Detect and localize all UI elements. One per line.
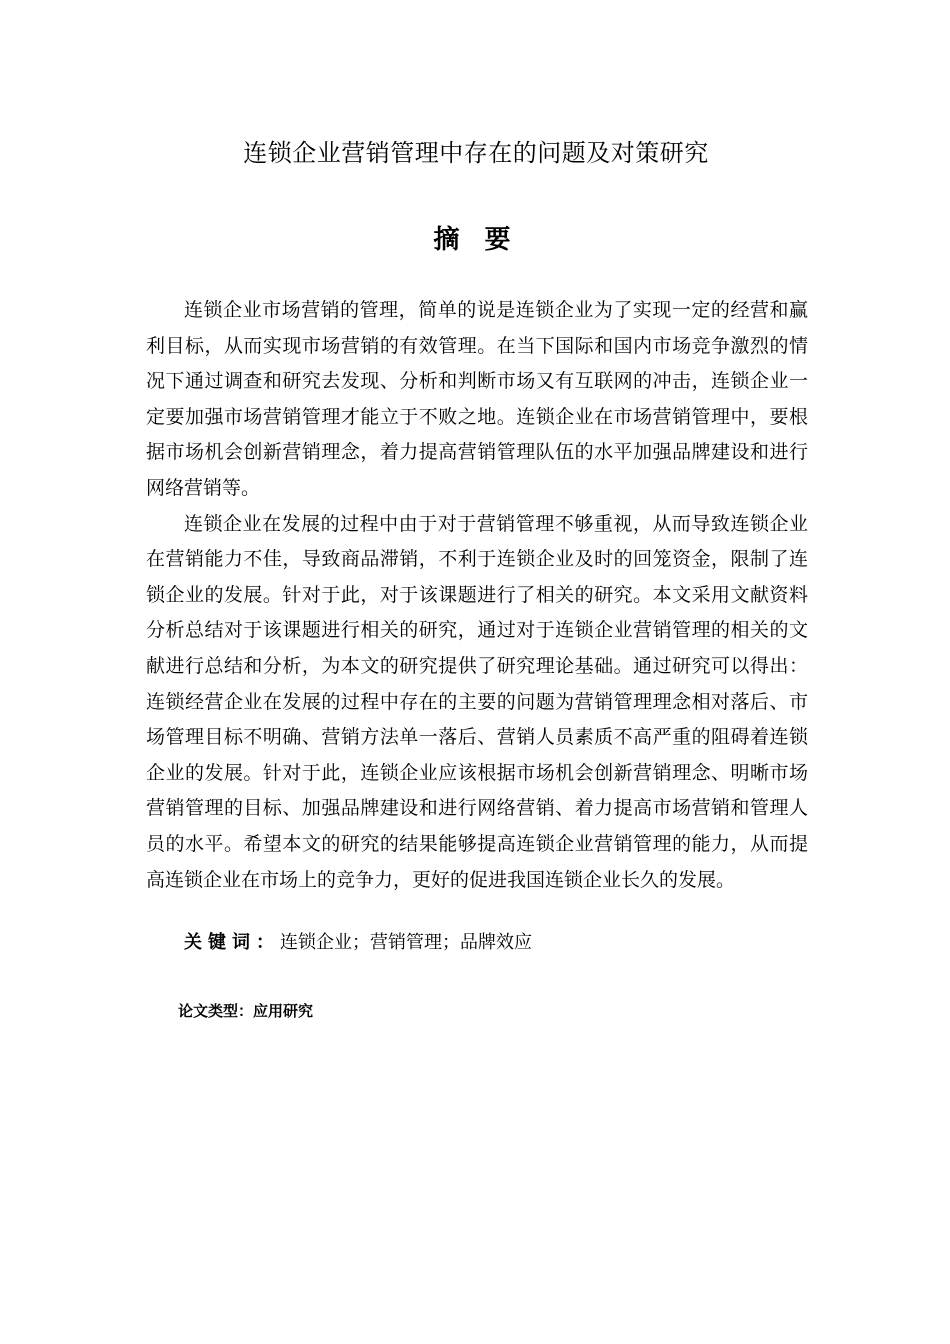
- paper-type: 论文类型：应用研究: [178, 1002, 314, 1020]
- keywords-label: 关键词：: [184, 932, 280, 953]
- abstract-body: [146, 293, 808, 898]
- abstract-paragraph-1: 连锁企业市场营销的管理，简单的说是连锁企业为了实现一定的经营和赢利目标，从而实现市场营销的有效管理。在当下国际和国内市场竞争激烈的情况下通过调查和研究去发现、分析和判断市场又有互联网的冲击，连锁企业一定要加强市场营销管理才能立于不败之地。连锁企业在市场营销管理中，要根据市场机会创新营销理念，着力提高营销管理队伍的水平加强品牌建设和进行网络营销等。: [146, 299, 808, 499]
- keywords-value: 连锁企业；营销管理；品牌效应: [280, 932, 532, 953]
- document-title: 连锁企业营销管理中存在的问题及对策研究: [243, 139, 709, 167]
- abstract-heading: 摘 要: [433, 225, 519, 255]
- keywords-line: [184, 928, 532, 958]
- abstract-paragraph-2: 连锁企业在发展的过程中由于对于营销管理不够重视，从而导致连锁企业在营销能力不佳，导致商品滞销，不利于连锁企业及时的回笼资金，限制了连锁企业的发展。针对于此，对于该课题进行了相关的研究。本文采用文献资料分析总结对于该课题进行相关的研究，通过对于连锁企业营销管理的相关的文献进行总结和分析，为本文的研究提供了研究理论基础。通过研究可以得出：连锁经营企业在发展的过程中存在的主要的问题为营销管理理念相对落后、市场管理目标不明确、营销方法单一落后、营销人员素质不高严重的阻碍着连锁企业的发展。针对于此，连锁企业应该根据市场机会创新营销理念、明晰市场营销管理的目标、加强品牌建设和进行网络营销、着力提高市场营销和管理人员的水平。希望本文的研究的结果能够提高连锁企业营销管理的能力，从而提高连锁企业在市场上的竞争力，更好的促进我国连锁企业长久的发展。: [146, 512, 808, 891]
